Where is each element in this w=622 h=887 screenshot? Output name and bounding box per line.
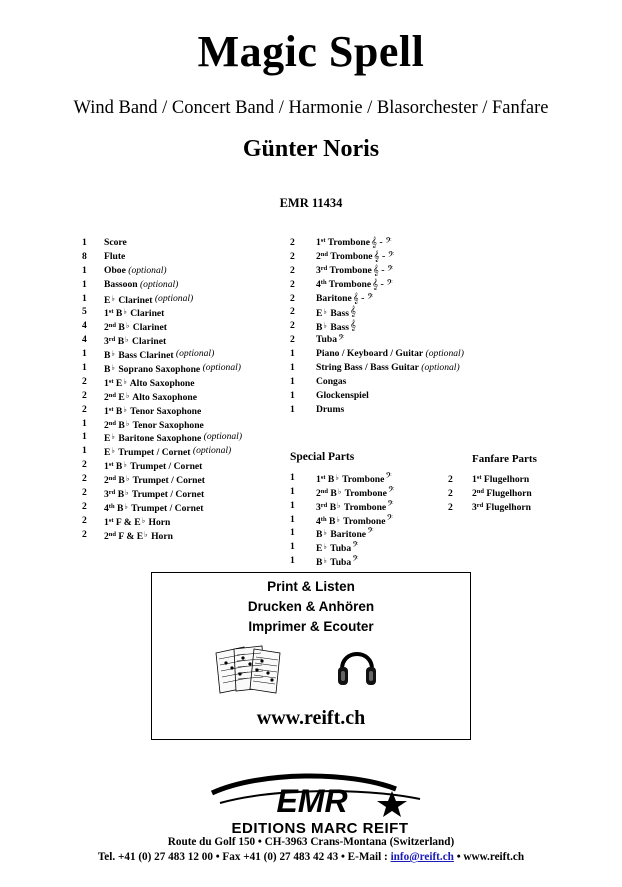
sheet-music-icon xyxy=(210,643,288,695)
part-quantity: 2 xyxy=(82,403,87,415)
part-row xyxy=(82,486,242,500)
part-optional-note: (optional) xyxy=(173,348,215,360)
part-row xyxy=(290,403,464,417)
part-name: Piano / Keyboard / Guitar xyxy=(316,348,424,360)
part-quantity: 4 xyxy=(82,334,87,346)
promo-line-english: Print & Listen xyxy=(267,579,355,594)
part-name: Flute xyxy=(104,250,126,262)
part-row xyxy=(290,513,394,527)
part-name: 1st B♭ Trumpet / Cornet xyxy=(104,460,203,473)
part-row xyxy=(290,347,464,361)
part-name: 1st B♭ Tenor Saxophone xyxy=(104,404,202,417)
part-row xyxy=(448,473,537,487)
part-quantity: 1 xyxy=(290,471,295,483)
part-quantity: 1 xyxy=(82,431,87,443)
part-row xyxy=(290,485,394,499)
publisher-name: EDITIONS MARC REIFT xyxy=(231,820,409,835)
part-name: 3rd Trombone xyxy=(316,264,372,276)
website-link[interactable]: www.reift.ch xyxy=(256,707,366,729)
part-quantity: 1 xyxy=(290,499,295,511)
part-quantity: 8 xyxy=(82,250,87,262)
part-row xyxy=(82,389,242,403)
parts-list-column-2 xyxy=(290,236,464,417)
part-row xyxy=(290,319,464,333)
part-name: 2nd B♭ Trumpet / Cornet xyxy=(104,474,205,487)
part-optional-note: (optional) xyxy=(137,278,179,290)
part-name: 2nd F & E♭ Horn xyxy=(104,529,173,542)
part-name: B♭ Baritone xyxy=(316,528,367,541)
part-row xyxy=(82,250,242,264)
promo-line-french: Imprimer & Ecouter xyxy=(248,619,374,634)
part-name: 1st B♭ Trombone xyxy=(316,472,385,485)
part-name: Glockenspiel xyxy=(316,389,369,401)
part-row xyxy=(290,499,394,513)
part-quantity: 2 xyxy=(290,306,295,318)
part-quantity: 4 xyxy=(82,320,87,332)
part-quantity: 2 xyxy=(82,473,87,485)
part-row xyxy=(82,514,242,528)
part-name: Baritone xyxy=(316,292,352,304)
part-row xyxy=(290,526,394,540)
part-quantity: 2 xyxy=(82,528,87,540)
part-quantity: 2 xyxy=(448,501,453,513)
page-title: Magic Spell xyxy=(197,27,425,76)
part-row xyxy=(82,347,242,361)
part-quantity: 1 xyxy=(290,389,295,401)
part-row xyxy=(82,500,242,514)
logo-emr-text: EMR xyxy=(276,783,348,819)
part-row xyxy=(290,554,394,568)
clef-icon: 𝄢 xyxy=(338,334,345,346)
part-name: 2nd E♭ Alto Saxophone xyxy=(104,390,198,403)
part-name: B♭ Bass Clarinet xyxy=(104,349,174,362)
part-name: Oboe xyxy=(104,264,126,276)
part-name: 1st Flugelhorn xyxy=(472,473,530,485)
part-quantity: 2 xyxy=(82,514,87,526)
part-quantity: 1 xyxy=(82,417,87,429)
part-row xyxy=(290,305,464,319)
part-quantity: 2 xyxy=(448,487,453,499)
part-optional-note: (optional) xyxy=(418,362,460,374)
part-row xyxy=(82,305,242,319)
part-row xyxy=(82,319,242,333)
clef-icon: 𝄢 xyxy=(352,541,359,553)
part-optional-note: (optional) xyxy=(200,362,241,374)
part-name: 2nd B♭ Clarinet xyxy=(104,321,167,334)
part-quantity: 1 xyxy=(82,292,87,304)
part-quantity: 1 xyxy=(290,541,295,553)
part-name: E♭ Clarinet xyxy=(104,293,153,306)
part-row xyxy=(290,278,464,292)
part-quantity: 1 xyxy=(290,527,295,539)
part-quantity: 2 xyxy=(82,459,87,471)
part-name: E♭ Bass xyxy=(316,307,350,320)
part-name: 3rd B♭ Trumpet / Cornet xyxy=(104,488,205,501)
part-optional-note: (optional) xyxy=(152,292,194,304)
part-row xyxy=(82,278,242,292)
contact-phone-fax: Tel. +41 (0) 27 483 12 00 • Fax +41 (0) 27 483 42 43 • E-Mail : xyxy=(97,851,391,863)
part-row xyxy=(82,375,242,389)
part-quantity: 2 xyxy=(290,237,295,248)
clef-icon: 𝄞 xyxy=(350,320,356,332)
clef-icon: 𝄞 - 𝄢 xyxy=(352,292,374,304)
part-row xyxy=(82,417,242,431)
part-quantity: 1 xyxy=(82,445,87,457)
part-row xyxy=(290,292,464,306)
part-quantity: 1 xyxy=(290,485,295,497)
clef-icon: 𝄢 xyxy=(367,527,374,539)
part-quantity: 2 xyxy=(290,250,295,262)
fanfare-parts-heading: Fanfare Parts xyxy=(472,453,537,465)
part-quantity: 1 xyxy=(290,375,295,387)
parts-list-column-1 xyxy=(82,236,242,542)
special-parts-section xyxy=(290,451,394,568)
clef-icon: 𝄞 - 𝄢 xyxy=(373,250,395,262)
part-row xyxy=(290,236,464,250)
promo-line-german: Drucken & Anhören xyxy=(247,599,375,614)
part-name: Bassoon xyxy=(104,278,138,290)
part-optional-note: (optional) xyxy=(423,348,464,360)
special-parts-heading: Special Parts xyxy=(290,451,355,463)
part-name: E♭ Baritone Saxophone xyxy=(104,432,202,445)
part-row xyxy=(82,528,242,542)
publisher-address: Route du Golf 150 • CH-3963 Crans-Montana (Switzerland) xyxy=(167,836,455,848)
part-name: 4th B♭ Trumpet / Cornet xyxy=(104,501,204,514)
part-name: 1st F & E♭ Horn xyxy=(104,515,171,528)
email-link[interactable]: info@reift.ch xyxy=(390,851,454,863)
print-listen-box[interactable] xyxy=(151,572,471,740)
part-row xyxy=(82,403,242,417)
part-optional-note: (optional) xyxy=(125,264,167,276)
part-quantity: 2 xyxy=(448,473,453,485)
part-quantity: 1 xyxy=(290,348,295,360)
part-row xyxy=(290,471,394,485)
part-row xyxy=(290,250,464,264)
part-name: B♭ Tuba xyxy=(316,556,352,569)
part-name: B♭ Bass xyxy=(316,321,350,334)
part-quantity: 2 xyxy=(290,334,295,346)
part-optional-note: (optional) xyxy=(201,431,243,443)
part-name: 3rd B♭ Trombone xyxy=(316,500,387,513)
part-name: 1st E♭ Alto Saxophone xyxy=(104,376,195,389)
clef-icon: 𝄞 - 𝄢 xyxy=(372,278,393,290)
part-quantity: 2 xyxy=(290,320,295,332)
part-quantity: 2 xyxy=(82,500,87,512)
part-name: Tuba xyxy=(316,334,337,346)
part-row xyxy=(82,472,242,486)
part-name: B♭ Soprano Saxophone xyxy=(104,363,201,376)
part-row xyxy=(82,361,242,375)
part-quantity: 2 xyxy=(82,487,87,499)
part-row xyxy=(448,487,537,501)
part-row xyxy=(82,264,242,278)
part-quantity: 2 xyxy=(82,389,87,401)
part-quantity: 1 xyxy=(290,403,295,415)
part-quantity: 1 xyxy=(290,362,295,374)
clef-icon: 𝄞 - 𝄢 xyxy=(372,264,394,276)
clef-icon: 𝄢 xyxy=(387,485,395,497)
clef-icon: 𝄢 xyxy=(352,555,359,567)
headphones-icon xyxy=(336,641,378,689)
part-row xyxy=(290,361,464,375)
part-name: Congas xyxy=(316,375,347,387)
part-name: 4th Trombone xyxy=(316,278,372,290)
part-quantity: 2 xyxy=(290,292,295,304)
part-name: 2nd Flugelhorn xyxy=(472,487,532,499)
part-quantity: 1 xyxy=(82,348,87,360)
part-quantity: 2 xyxy=(82,375,87,387)
emr-logo xyxy=(200,773,440,835)
part-row xyxy=(290,333,464,347)
part-quantity: 1 xyxy=(82,278,87,290)
part-quantity: 5 xyxy=(82,306,87,318)
part-name: Score xyxy=(104,237,127,248)
part-name: 4th B♭ Trombone xyxy=(316,514,386,527)
part-name: 3rd B♭ Clarinet xyxy=(104,335,167,348)
part-optional-note: (optional) xyxy=(190,445,232,457)
part-name: 1st Trombone xyxy=(316,237,371,248)
part-row xyxy=(82,430,242,444)
part-name: E♭ Tuba xyxy=(316,542,352,555)
composer-name: Günter Noris xyxy=(242,136,380,162)
part-quantity: 2 xyxy=(290,278,295,290)
part-name: 2nd B♭ Trombone xyxy=(316,486,387,499)
catalog-number: EMR 11434 xyxy=(279,196,343,210)
part-name: E♭ Trumpet / Cornet xyxy=(104,446,191,459)
part-name: 2nd Trombone xyxy=(316,250,373,262)
part-row xyxy=(448,501,537,515)
part-row xyxy=(82,292,242,306)
part-row xyxy=(82,444,242,458)
part-name: 1st B♭ Clarinet xyxy=(104,307,165,320)
clef-icon: 𝄞 xyxy=(350,306,356,318)
part-row xyxy=(290,375,464,389)
part-name: Drums xyxy=(316,403,345,415)
part-row xyxy=(82,236,242,250)
part-quantity: 1 xyxy=(290,513,295,525)
contact-website: • www.reift.ch xyxy=(453,851,525,863)
part-name: 2nd B♭ Tenor Saxophone xyxy=(104,418,204,431)
clef-icon: 𝄢 xyxy=(386,513,393,525)
fanfare-parts-section xyxy=(448,453,537,515)
part-name: String Bass / Bass Guitar xyxy=(316,362,419,374)
clef-icon: 𝄢 xyxy=(385,471,392,483)
publisher-contact xyxy=(0,851,622,863)
part-quantity: 2 xyxy=(290,264,295,276)
clef-icon: 𝄞 - 𝄢 xyxy=(371,237,392,248)
part-row xyxy=(290,264,464,278)
clef-icon: 𝄢 xyxy=(387,499,394,511)
part-quantity: 1 xyxy=(82,362,87,374)
part-row xyxy=(290,389,464,403)
part-quantity: 1 xyxy=(290,555,295,567)
part-quantity: 1 xyxy=(82,264,87,276)
part-row xyxy=(82,458,242,472)
part-row xyxy=(82,333,242,347)
part-quantity: 1 xyxy=(82,237,87,248)
part-name: 3rd Flugelhorn xyxy=(472,501,532,513)
instrumentation-subtitle: Wind Band / Concert Band / Harmonie / Blasorchester / Fanfare xyxy=(73,98,549,118)
part-row xyxy=(290,540,394,554)
